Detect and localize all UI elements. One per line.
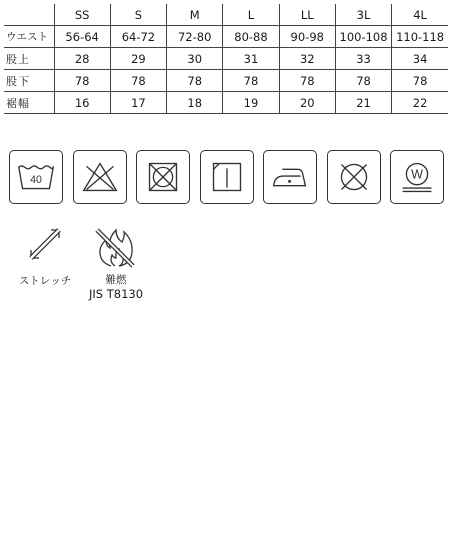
table-cell: 78 [335,70,391,92]
table-cell: 78 [223,70,279,92]
table-cell: 78 [54,70,110,92]
stretch-arrow-icon [23,222,67,266]
header-size-ss: SS [54,4,110,26]
no-bleach-icon [73,150,127,204]
stretch-feature [12,222,78,288]
no-tumble-dry-icon [136,150,190,204]
row-label-hem-width: 裾幅 [4,92,54,114]
table-cell: 22 [392,92,448,114]
table-cell: 19 [223,92,279,114]
header-size-ll: LL [279,4,335,26]
table-cell: 33 [335,48,391,70]
table-cell: 32 [279,48,335,70]
table-cell: 64-72 [110,26,166,48]
table-cell: 18 [167,92,223,114]
row-label-inseam: 股下 [4,70,54,92]
size-header-row [4,4,448,26]
flame-label-jp: 難燃 [105,274,127,286]
table-row [4,70,448,92]
header-corner [4,4,54,26]
flame-label-standard: JIS T8130 [88,287,144,301]
table-cell: 21 [335,92,391,114]
header-size-4l: 4L [392,4,448,26]
flame-feature [78,222,154,301]
table-cell: 20 [279,92,335,114]
size-table [4,4,448,114]
row-label-rise: 股上 [4,48,54,70]
table-cell: 78 [392,70,448,92]
table-cell: 28 [54,48,110,70]
header-size-m: M [167,4,223,26]
no-dry-clean-icon [327,150,381,204]
wet-clean-icon [390,150,444,204]
table-cell: 31 [223,48,279,70]
line-dry-shade-icon [200,150,254,204]
care-symbols [9,150,445,204]
iron-low-icon [263,150,317,204]
table-row [4,26,448,48]
table-cell: 34 [392,48,448,70]
table-cell: 29 [110,48,166,70]
table-cell: 78 [279,70,335,92]
table-row [4,92,448,114]
table-cell: 80-88 [223,26,279,48]
table-cell: 78 [110,70,166,92]
table-cell: 100-108 [335,26,391,48]
table-cell: 56-64 [54,26,110,48]
table-row [4,48,448,70]
table-cell: 90-98 [279,26,335,48]
table-cell: 17 [110,92,166,114]
table-cell: 78 [167,70,223,92]
table-cell: 16 [54,92,110,114]
wash-tub-40-icon [9,150,63,204]
table-cell: 72-80 [167,26,223,48]
header-size-l: L [223,4,279,26]
header-size-s: S [110,4,166,26]
wet-clean-letter: W [411,167,423,182]
row-label-waist: ウエスト [4,26,54,48]
header-size-3l: 3L [335,4,391,26]
stretch-label: ストレッチ [18,275,72,287]
table-cell: 110-118 [392,26,448,48]
wash-temp-label: 40 [30,173,42,186]
table-cell: 30 [167,48,223,70]
no-flame-icon [91,222,141,270]
